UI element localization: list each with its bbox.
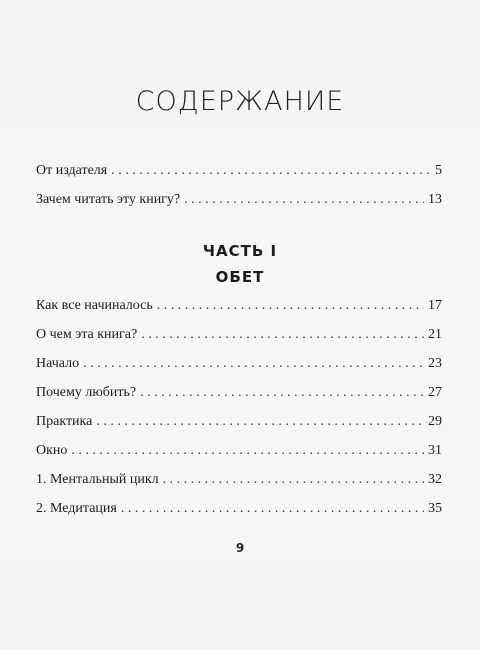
dot-leader xyxy=(163,471,424,489)
toc-entry xyxy=(36,384,442,413)
toc-entry-page: 13 xyxy=(428,192,442,207)
toc-entry-page: 31 xyxy=(428,443,442,458)
toc-entry-title: Как все начиналось xyxy=(36,298,153,313)
toc-entry xyxy=(36,355,442,384)
dot-leader xyxy=(157,297,424,315)
part-name: ОБЕТ xyxy=(215,268,265,286)
toc-entry-title: О чем эта книга? xyxy=(36,327,138,342)
toc-entry-title: От издателя xyxy=(36,163,108,178)
toc-entry xyxy=(36,471,442,500)
toc-entry xyxy=(36,413,442,442)
front-matter-list xyxy=(36,162,442,220)
toc-entry-page: 35 xyxy=(428,501,442,516)
dot-leader xyxy=(141,326,424,344)
toc-entry-page: 17 xyxy=(428,298,442,313)
toc-entry xyxy=(36,326,442,355)
page-number: 9 xyxy=(235,541,245,555)
toc-entry-page: 32 xyxy=(428,472,442,487)
toc-entry-page: 23 xyxy=(428,356,442,371)
toc-entry-title: 1. Ментальный цикл xyxy=(36,472,159,487)
toc-entry-page: 27 xyxy=(428,385,442,400)
toc-entry xyxy=(36,191,442,220)
toc-entry-title: 2. Медитация xyxy=(36,501,117,516)
toc-entry-title: Зачем читать эту книгу? xyxy=(36,192,181,207)
toc-entry-page: 29 xyxy=(428,414,442,429)
toc-entry xyxy=(36,297,442,326)
part-label: ЧАСТЬ I xyxy=(202,242,278,260)
dot-leader xyxy=(96,413,424,431)
toc-entry-title: Практика xyxy=(36,414,93,429)
dot-leader xyxy=(71,442,424,460)
toc-entry xyxy=(36,442,442,471)
toc-entry xyxy=(36,162,442,191)
toc-entry-title: Окно xyxy=(36,443,68,458)
dot-leader xyxy=(121,500,424,518)
toc-entry-page: 5 xyxy=(435,163,442,178)
toc-entry-title: Начало xyxy=(36,356,80,371)
toc-entry-title: Почему любить? xyxy=(36,385,137,400)
part-entries-list xyxy=(36,297,442,529)
dot-leader xyxy=(140,384,424,402)
dot-leader xyxy=(83,355,424,373)
toc-entry xyxy=(36,500,442,529)
dot-leader xyxy=(111,162,431,180)
page-title: СОДЕРЖАНИЕ xyxy=(135,86,345,117)
toc-entry-page: 21 xyxy=(428,327,442,342)
dot-leader xyxy=(184,191,424,209)
